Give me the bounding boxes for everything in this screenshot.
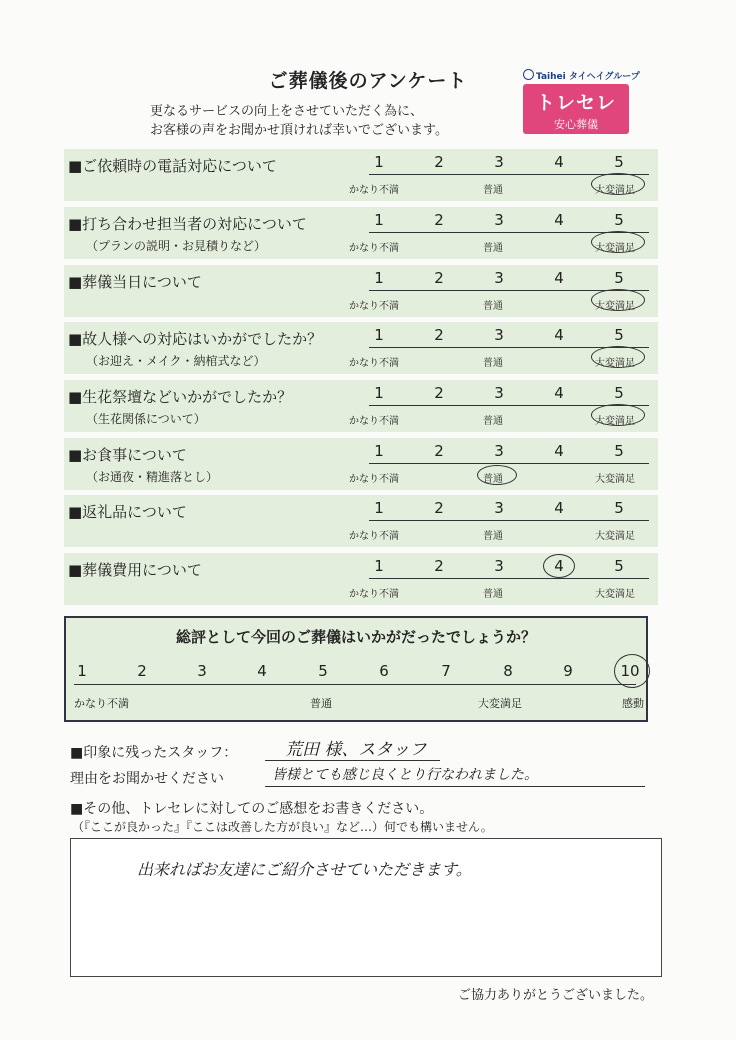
logo-text: トレセレ: [535, 92, 616, 114]
scale-label-low: かなり不満: [349, 589, 399, 600]
selected-mark: [591, 231, 645, 253]
page-title: ご葬儀後のアンケート: [268, 70, 468, 92]
scale-label-high: 大変満足: [595, 301, 635, 312]
overall-option-1[interactable]: 1: [77, 662, 87, 680]
scale-label-high: 大変満足: [595, 589, 635, 600]
scale-label-low: かなり不満: [349, 185, 399, 196]
scale-label-high: 大変満足: [595, 531, 635, 542]
question-row: [64, 495, 658, 547]
rating-option-5[interactable]: 5: [614, 211, 624, 229]
scale-label-mid: 普通: [483, 358, 503, 369]
rating-option-4[interactable]: 4: [554, 442, 564, 460]
staff-underline: [265, 760, 440, 761]
overall-label-high: 大変満足: [478, 697, 522, 710]
rating-option-5[interactable]: 5: [614, 326, 624, 344]
overall-label-low: かなり不満: [74, 697, 129, 710]
selected-mark: [591, 173, 645, 195]
selected-mark: [543, 554, 575, 578]
overall-option-8[interactable]: 8: [503, 662, 513, 680]
thanks-text: ご協力ありがとうございました。: [458, 988, 654, 1003]
comment-text: 出来ればお友達にご紹介させていただきます。: [137, 860, 472, 879]
rating-option-1[interactable]: 1: [374, 269, 384, 287]
scale-label-mid: 普通: [483, 301, 503, 312]
rating-option-1[interactable]: 1: [374, 211, 384, 229]
rating-option-5[interactable]: 5: [614, 499, 624, 517]
rating-option-1[interactable]: 1: [374, 557, 384, 575]
question-label: ■お食事について: [68, 446, 187, 464]
rating-option-3[interactable]: 3: [494, 211, 504, 229]
overall-option-7[interactable]: 7: [441, 662, 451, 680]
scale-label-mid: 普通: [483, 474, 503, 485]
scale-label-low: かなり不満: [349, 474, 399, 485]
question-row: [64, 380, 658, 432]
rating-option-4[interactable]: 4: [554, 211, 564, 229]
scale-label-low: かなり不満: [349, 243, 399, 254]
brand-small: [523, 69, 640, 82]
rating-option-2[interactable]: 2: [434, 269, 444, 287]
question-sub: （プランの説明・お見積りなど）: [86, 239, 267, 253]
scale-line: [369, 578, 649, 579]
rating-option-2[interactable]: 2: [434, 211, 444, 229]
rating-option-2[interactable]: 2: [434, 326, 444, 344]
overall-option-10[interactable]: 10: [620, 662, 640, 680]
comment-box[interactable]: [70, 838, 662, 977]
overall-option-5[interactable]: 5: [318, 662, 328, 680]
overall-label-top: 感動: [622, 697, 644, 710]
rating-option-2[interactable]: 2: [434, 442, 444, 460]
rating-option-1[interactable]: 1: [374, 326, 384, 344]
rating-option-4[interactable]: 4: [554, 153, 564, 171]
question-label: ■故人様への対応はいかがでしたか？: [68, 330, 323, 348]
rating-option-3[interactable]: 3: [494, 499, 504, 517]
scale-label-low: かなり不満: [349, 358, 399, 369]
scale-label-low: かなり不満: [349, 416, 399, 427]
scale-label-high: 大変満足: [595, 474, 635, 485]
rating-option-1[interactable]: 1: [374, 384, 384, 402]
logo-subtext: 安心葬儀: [554, 118, 598, 131]
rating-option-2[interactable]: 2: [434, 499, 444, 517]
overall-label-mid: 普通: [310, 697, 332, 710]
rating-option-4[interactable]: 4: [554, 384, 564, 402]
scale-line: [369, 463, 649, 464]
scale-label-low: かなり不満: [349, 531, 399, 542]
scale-line: [369, 520, 649, 521]
question-row: [64, 207, 658, 259]
overall-option-6[interactable]: 6: [379, 662, 389, 680]
rating-option-1[interactable]: 1: [374, 153, 384, 171]
question-sub: （お迎え・メイク・納棺式など）: [86, 354, 266, 368]
question-label: ■返礼品について: [68, 503, 187, 521]
scale-label-low: かなり不満: [349, 301, 399, 312]
selected-mark: [477, 465, 517, 485]
reason-value[interactable]: 皆様とても感じ良くとり行なわれました。: [272, 767, 538, 783]
overall-selected-mark: [614, 654, 650, 688]
scale-label-mid: 普通: [483, 185, 503, 196]
rating-option-5[interactable]: 5: [614, 269, 624, 287]
reason-underline: [265, 786, 645, 787]
rating-option-3[interactable]: 3: [494, 442, 504, 460]
scale-label-mid: 普通: [483, 243, 503, 254]
question-row: [64, 322, 658, 374]
rating-option-5[interactable]: 5: [614, 557, 624, 575]
taihei-logo-icon: [523, 69, 534, 80]
question-label: ■生花祭壇などいかがでしたか？: [68, 388, 293, 406]
rating-option-2[interactable]: 2: [434, 384, 444, 402]
question-row: [64, 553, 658, 605]
other-hint: （『ここが良かった』『ここは改善した方が良い』など…）何でも構いません。: [72, 820, 493, 834]
rating-option-5[interactable]: 5: [614, 384, 624, 402]
staff-value[interactable]: 荒田 様、スタッフ: [285, 740, 427, 760]
trecele-logo: [523, 84, 629, 134]
question-row: [64, 438, 658, 490]
rating-option-5[interactable]: 5: [614, 153, 624, 171]
rating-option-3[interactable]: 3: [494, 326, 504, 344]
question-label: ■葬儀当日について: [68, 273, 202, 291]
overall-option-2[interactable]: 2: [137, 662, 147, 680]
rating-option-4[interactable]: 4: [554, 557, 564, 575]
overall-rating-box: [64, 616, 648, 722]
rating-option-1[interactable]: 1: [374, 442, 384, 460]
selected-mark: [591, 346, 645, 368]
question-row: [64, 265, 658, 317]
intro-line-2: お客様の声をお聞かせ頂ければ幸いでございます。: [150, 123, 448, 138]
question-row: [64, 149, 658, 201]
question-label: ■打ち合わせ担当者の対応について: [68, 215, 307, 233]
rating-option-4[interactable]: 4: [554, 326, 564, 344]
rating-option-2[interactable]: 2: [434, 153, 444, 171]
question-label: ■ご依頼時の電話対応について: [68, 157, 277, 175]
scale-label-mid: 普通: [483, 589, 503, 600]
rating-option-5[interactable]: 5: [614, 442, 624, 460]
question-sub: （生花関係について）: [86, 412, 206, 426]
scale-label-mid: 普通: [483, 416, 503, 427]
rating-option-1[interactable]: 1: [374, 499, 384, 517]
scale-label-high: 大変満足: [595, 243, 635, 254]
scale-label-high: 大変満足: [595, 185, 635, 196]
question-sub: （お通夜・精進落とし）: [86, 470, 219, 484]
overall-scale-line: [74, 684, 636, 685]
rating-option-3[interactable]: 3: [494, 153, 504, 171]
scale-label-high: 大変満足: [595, 416, 635, 427]
overall-option-4[interactable]: 4: [257, 662, 267, 680]
rating-option-4[interactable]: 4: [554, 499, 564, 517]
rating-option-2[interactable]: 2: [434, 557, 444, 575]
overall-question: 総評として今回のご葬儀はいかがだったでしょうか？: [175, 628, 536, 646]
question-label: ■葬儀費用について: [68, 561, 202, 579]
scale-label-high: 大変満足: [595, 358, 635, 369]
rating-option-4[interactable]: 4: [554, 269, 564, 287]
intro-line-1: 更なるサービスの向上をさせていただく為に、: [150, 104, 424, 119]
brand-small-text: Taihei タイヘイグループ: [536, 72, 640, 82]
selected-mark: [591, 404, 645, 426]
selected-mark: [591, 289, 645, 311]
rating-option-3[interactable]: 3: [494, 557, 504, 575]
reason-label: 理由をお聞かせください: [70, 771, 224, 787]
overall-option-9[interactable]: 9: [563, 662, 573, 680]
overall-option-3[interactable]: 3: [197, 662, 207, 680]
other-label: ■その他、トレセレに対してのご感想をお書きください。: [70, 801, 434, 817]
staff-label: ■印象に残ったスタッフ：: [70, 745, 238, 761]
rating-option-3[interactable]: 3: [494, 269, 504, 287]
scale-label-mid: 普通: [483, 531, 503, 542]
rating-option-3[interactable]: 3: [494, 384, 504, 402]
